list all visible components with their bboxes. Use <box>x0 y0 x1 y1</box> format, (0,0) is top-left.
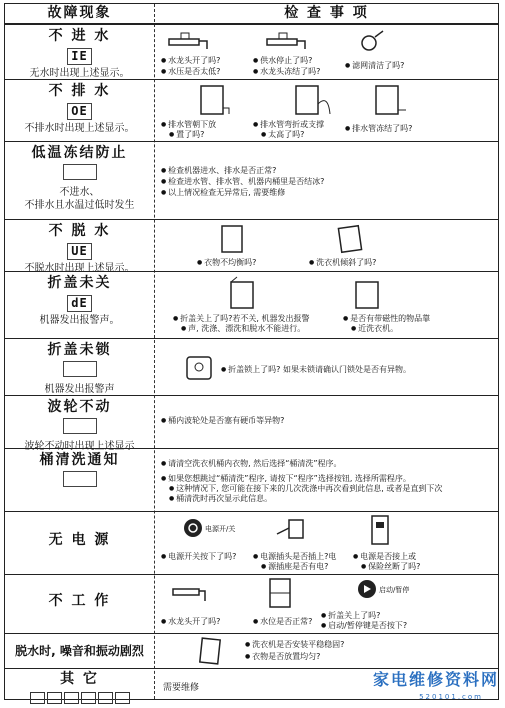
row-title: 无 电 源 <box>48 532 111 548</box>
washer-magnet-icon <box>352 276 382 310</box>
row-lid-open: 折盖未关 dE 机器发出报警声。 ● 折盖关上了吗?若不关, 机器发出报警 ● 声, 洗涤、漂洗和脱水不能进行。 ● 是否有带磁性的物品靠 ● 近洗衣机。 <box>5 271 498 338</box>
row-title: 折盖未关 <box>47 275 112 291</box>
watermark-url: 520101.com <box>419 693 483 701</box>
watermark-text: 家电维修资料网 <box>372 670 499 689</box>
row-desc: 不排水时出现上述显示。 <box>24 123 135 134</box>
start-pause-label: 启动/暂停 <box>379 586 410 594</box>
washer-shaking-icon <box>197 636 223 666</box>
error-code-display <box>63 164 97 180</box>
washer-frozen-icon <box>372 84 408 116</box>
power-button-label: 电源开/关 <box>205 525 236 533</box>
row-desc: 波轮不动时出现上述显示 <box>24 441 135 452</box>
row-title: 波轮不动 <box>47 399 112 415</box>
row-no-drain: 不 排 水 OE 不排水时出现上述显示。 ● 排水管朝下放 ● 置了吗? ● 排水管弯折或支撑 ● 太高了吗? ● 排水管冻结了吗? <box>5 79 498 141</box>
row-title: 桶清洗通知 <box>39 452 120 468</box>
row-title: 低温冻结防止 <box>31 145 128 161</box>
row-title: 其 它 <box>60 671 99 687</box>
washer-unbalanced-icon <box>219 224 245 254</box>
row-desc: 机器发出报警声 <box>44 384 115 395</box>
error-code-display: OE <box>67 103 91 120</box>
row-title: 不 进 水 <box>48 28 111 44</box>
error-code-display <box>63 471 97 487</box>
filter-screen-icon <box>357 29 387 55</box>
header-symptom: 故障现象 <box>47 5 112 21</box>
plug-socket-icon <box>275 516 307 544</box>
row-desc: 无水时出现上述显示。 <box>29 68 130 79</box>
power-button-icon <box>183 518 203 538</box>
row-desc: 不进水、 <box>59 187 100 198</box>
washer-lid-icon <box>227 276 257 310</box>
error-code-display <box>63 418 97 434</box>
row-title: 不 脱 水 <box>48 223 111 239</box>
row-desc: 机器发出报警声。 <box>39 315 120 326</box>
other-display-segments <box>5 689 154 708</box>
error-code-display: UE <box>67 243 91 260</box>
error-code-display <box>63 361 97 377</box>
washer-water-level-icon <box>267 577 293 609</box>
row-freeze-protect: 低温冻结防止 不进水、 不排水且水温过低时发生 ● 检查机器进水、排水是否正常? ● 检查进水管、排水管、机器内桶里是否结冰? ● 以上情况检查无异常后, 需要维修 <box>5 141 498 219</box>
faucet-icon <box>171 579 211 609</box>
row-tub-clean-notice: 桶清洗通知 ● 请清空洗衣机桶内衣物, 然后选择“桶清洗”程序。 ● 如果您想跳过“桶清洗”程序, 请按下“程序”选择按钮, 选择所需程序。 ● 这种情况下, 您可能在接下来的几次洗涤中再次看到此信息, 或者是直到下次 ● 桶清洗时再次显示此信息。 <box>5 448 498 511</box>
row-spin-noise: 脱水时, 噪音和振动剧烈 ● 洗衣机是否安装平稳稳固? ● 衣物是否放置均匀? <box>5 633 498 668</box>
row-desc-2: 不排水且水温过低时发生 <box>24 200 135 211</box>
washer-hose-icon <box>292 84 332 116</box>
row-desc: 不脱水时出现上述显示。 <box>24 263 135 274</box>
row-lid-unlocked: 折盖未锁 机器发出报警声 ● 折盖锁上了吗? 如果未锁请确认门锁处是否有异物。 <box>5 338 498 395</box>
door-lock-icon <box>183 347 217 383</box>
other-check: 需要维修 <box>163 683 200 693</box>
row-no-spin: 不 脱 水 UE 不脱水时出现上述显示。 ● 衣物不均衡吗? ● 洗衣机倾斜了吗? <box>5 219 498 271</box>
row-title: 不 排 水 <box>48 83 111 99</box>
faucet-icon <box>167 31 213 55</box>
row-no-power: 无 电 源 电源开/关 ● 电源开关按下了吗? ● 电源插头是否插上?电 ● 源插座是否有电? ● 电源是否接上或 ● 保险丝断了吗? <box>5 511 498 574</box>
row-not-working: 不 工 作 启动/暂停 ● 水龙头开了吗? ● 水位是否正常? ● 折盖关上了吗? ● 启动/暂停键是否按下? <box>5 574 498 633</box>
row-title: 不 工 作 <box>48 593 111 609</box>
row-title: 折盖未锁 <box>47 342 112 358</box>
header-checks: 检 查 事 项 <box>284 5 369 21</box>
washer-tilted-icon <box>335 224 365 254</box>
error-code-display: IE <box>67 48 91 65</box>
row-pulsator-stuck: 波轮不动 波轮不动时出现上述显示 ● 桶内波轮处是否塞有硬币等异物? <box>5 395 498 448</box>
row-no-water-in: 不 进 水 IE 无水时出现上述显示。 ● 水龙头开了吗? ● 水压是否太低? ● 供水停止了吗? ● 水龙头冻结了吗? ● 滤网清洁了吗? <box>5 24 498 79</box>
fuse-box-icon <box>369 514 391 546</box>
washer-drain-icon <box>197 84 233 116</box>
row-title: 脱水时, 噪音和振动剧烈 <box>15 644 144 658</box>
faucet-frozen-icon <box>265 31 311 55</box>
error-code-display: dE <box>67 295 91 312</box>
troubleshooting-table <box>4 3 499 700</box>
start-pause-button-icon <box>357 579 377 599</box>
